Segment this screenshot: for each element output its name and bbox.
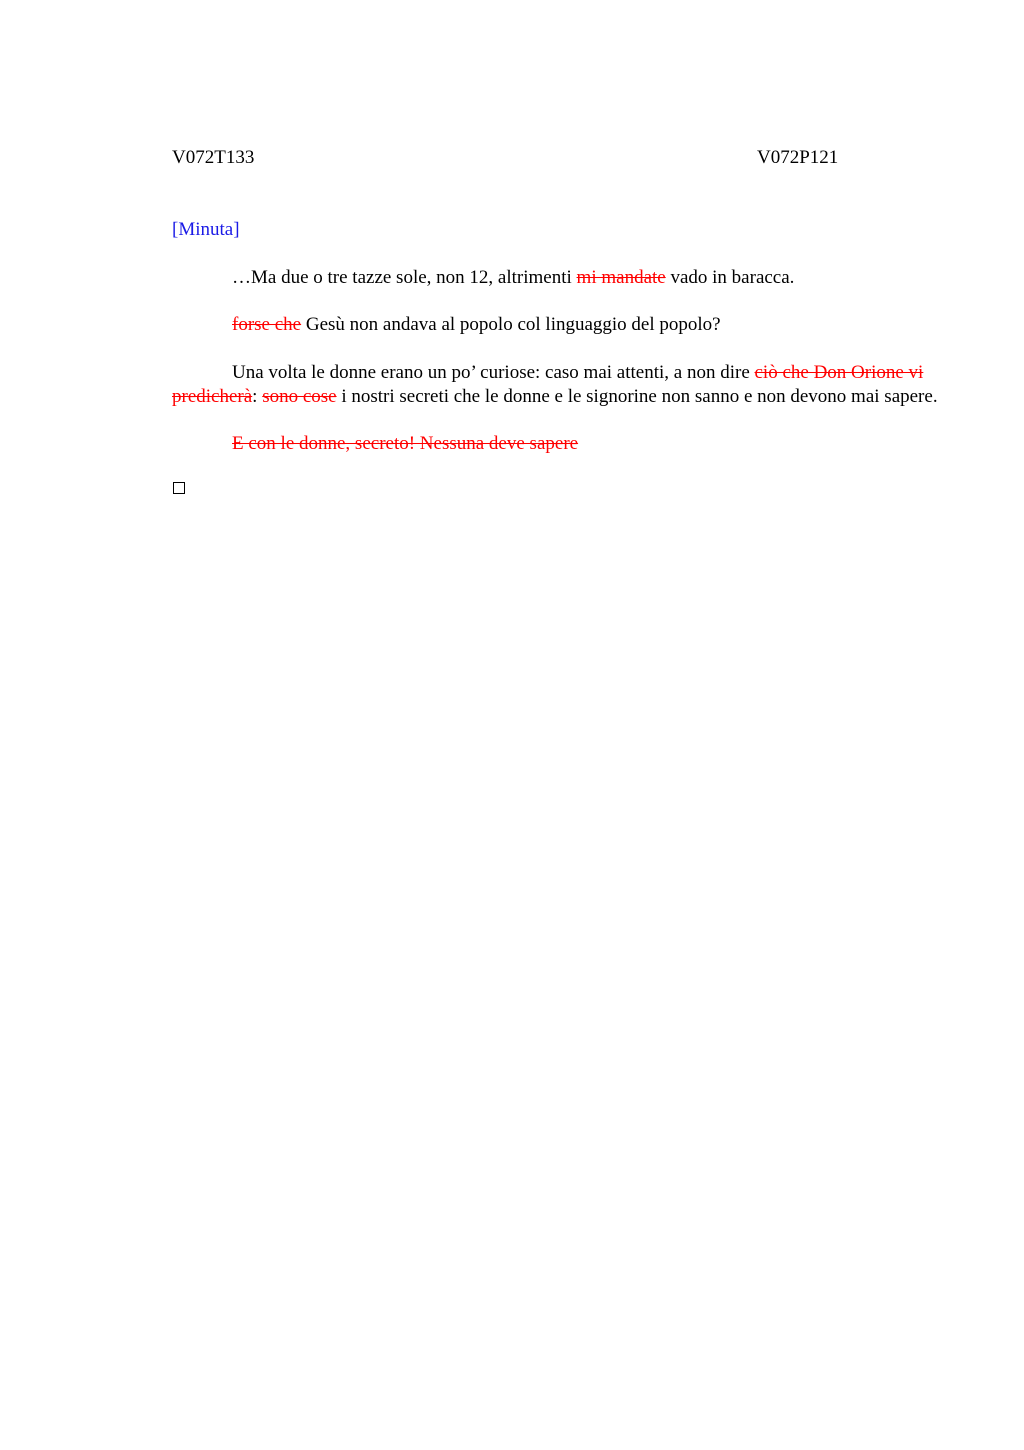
paragraph-text: …Ma due o tre tazze sole, non 12, altrimenti [232,267,577,288]
section-label-minuta: [Minuta] [172,219,240,240]
paragraph-2 [172,313,942,337]
document-code-left: V072T133 [172,147,255,168]
paragraph-3 [172,361,942,409]
paragraph-text: Una volta le donne erano un po’ curiose: caso mai attenti, a non dire [232,362,755,383]
paragraph-4 [172,432,942,456]
deleted-text: E con le donne, secreto! Nessuna deve sapere [232,433,579,454]
deleted-text: forse che [232,314,302,335]
document-code-right: V072P121 [757,147,839,168]
end-marker-checkbox-icon [173,482,185,494]
deleted-text: sono cose [262,386,337,407]
deleted-text: ciò che Don Orione vi predicherà [172,362,924,407]
paragraph-text: : [252,386,263,407]
paragraph-text: vado in baracca. [665,267,795,288]
paragraph-text: Gesù non andava al popolo col linguaggio del popolo? [301,314,721,335]
paragraph-text: i nostri secreti che le donne e le signorine non sanno e non devono mai sapere. [336,386,938,407]
deleted-text: mi mandate [576,267,666,288]
paragraph-1 [172,266,942,290]
